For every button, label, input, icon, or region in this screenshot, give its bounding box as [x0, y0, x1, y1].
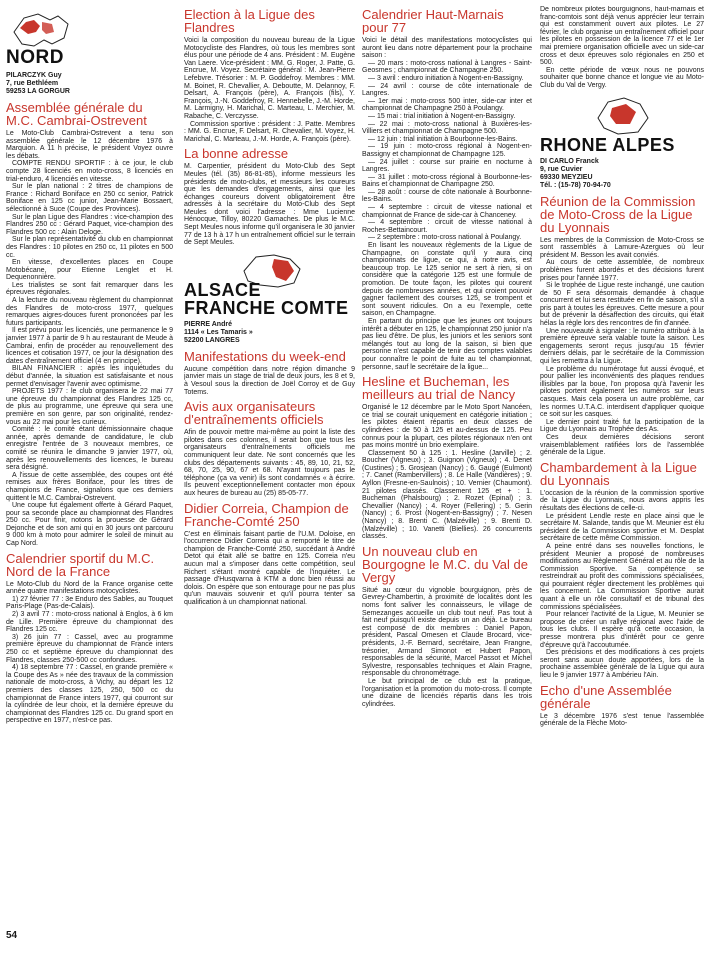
region-name-alsace-line1: ALSACE: [184, 279, 262, 300]
article-paragraph: Le dernier point traité fut la participation de la Ligue du Lyonnais au Trophée des As.: [540, 418, 704, 434]
article-paragraph: — 12 juin : trial initiation à Bourbonne-les-Bains.: [368, 135, 518, 143]
article: [6, 552, 173, 725]
article-paragraph: A la lecture du nouveau règlement du championnat des Flandres de moto-cross 1977, quelques remarques aigres-douces furent prononcées par les futurs participants.: [6, 297, 173, 327]
article-paragraph: Le Moto-Club Cambrai-Ostrevent a tenu son assemblée générale le 12 décembre 1976 à Marquion. A 11 h précise, le président Voyez ouvre les débats.: [6, 130, 173, 160]
article-title: Echo d'une Assemblée générale: [540, 682, 672, 711]
article-paragraph: Le Moto-Club du Nord de la France organise cette année quatre manifestations motocyclistes.: [6, 580, 173, 596]
correspondent-line: 9, rue Cuvier: [540, 165, 583, 173]
page-number: 54: [6, 930, 18, 941]
article-paragraph: — 22 mai : moto-cross national à Buxières-les-Villiers et championnat de Champagne 500.: [362, 120, 532, 136]
article-title: Manifestations du week-end: [184, 348, 346, 364]
article: [540, 195, 704, 457]
article: [184, 502, 355, 607]
articles-col2-bottom: [184, 350, 355, 607]
article-title: Calendrier Haut-Marnais pour 77: [362, 7, 504, 35]
article-paragraph: Le problème du numérotage fut aussi évoqué, et pour pallier les inconvénients des plaques rendues illisibles par la boue, l'on proposa qu'à l'avenir les pilotes portent également les numéros sur leurs casques. Mais cela posera un autre problème, car les normes U.T.A.C. interdisent d'appliquer quoique ce soit sur les casques.: [540, 365, 704, 419]
article-paragraph: COMPTE RENDU SPORTIF : à ce jour, le club compte 28 licenciés en moto-cross, 8 licenciés en trial-enduro, 4 licenciés en vitesse.: [6, 160, 173, 183]
article-title: Hesline et Bucheman, les meilleurs au trial de Nancy: [362, 374, 516, 403]
article-title: Assemblée générale du M.C. Cambrai-Ostrevent: [6, 100, 147, 128]
article: [184, 350, 355, 396]
correspondent-line: 59253 LA GORGUR: [6, 88, 70, 95]
article-paragraph: Le but principal de ce club est la pratique, l'organisation et la promotion du moto-cross. Il compte une dizaine de licenciés répartis dans les trois cylindrées.: [362, 677, 532, 708]
article: [6, 101, 173, 548]
region-name-rhone: RHONE ALPES: [540, 134, 675, 155]
article-title: Réunion de la Commission de Moto-Cross de la Ligue du Lyonnais: [540, 193, 696, 235]
article-paragraph: — 24 juillet : course sur prairie en nocturne à Langres.: [362, 158, 532, 174]
article-paragraph: Aucune compétition dans notre région dimanche 9 janvier mais un stage de trial de deux jours, les 8 et 9, à Vesoul sous la direction de Joël Corroy et de Guy Totems.: [184, 365, 355, 396]
article-paragraph: — 15 mai : trial initiation à Nogent-en-Bassigny.: [368, 112, 516, 120]
article: [184, 400, 355, 497]
article-paragraph: A peine entré dans ses nouvelles fonctions, le président Meunier a proposé de nombreuses modifications au Règlement Général et au rôle de la Commission Sportive. Sa compétence se restreindrait au profit des commissions spécialisées, qui pourraient régler directement les problèmes qui les concernent. La Commission Sportive aurait quant à elle un rôle consultatif et de tribunal des commissions spécialisées.: [540, 542, 704, 611]
article-paragraph: Voici la composition du nouveau bureau de la Ligue Motocycliste des Flandres, où tous les membres sont élus pour une période de 4 ans. Président : M. Eugène Van Laere. Vice-président : MM. G. Roger, J. Patte, G. Encrue, M. Voyez. Secrétaire général : M. Jean-Pierre Lefebvre. Trésorier : M. P. Goddefroy. Membres : MM. M. Boinet, R. Chevallier, A. Deboutte, M. Delannoy, F. Delsart, A. François (père), A. François (fils), Y. François, J.-N. Goddefroy, R. Hennebelle, J.-M. Horde, M. Larmigny, H. Marichal, C. Marteau, L. Merchier, M. Rabache, C. Verczysse.: [184, 37, 355, 120]
article: [362, 375, 532, 541]
article-paragraph: Ces deux dernières décisions seront vraisemblablement ratifiées lors de l'assemblée générale de la Ligue.: [540, 433, 704, 457]
article-paragraph: Des précisions et des modifications à ces projets seront sans aucun doute apportées, lors de la prochaine assemblée générale de la Ligue qui aura lieu le 9 janvier 1977 à Ambérieu l'Ain.: [540, 649, 704, 679]
article-paragraph: — 3 avril : enduro initiation à Nogent-en-Bassigny.: [368, 74, 524, 82]
article: [540, 461, 704, 680]
article-paragraph: PROJETS 1977 : le club organisera le 22 mai 77 une épreuve du championnat des Flandres 125 cc, de plus au programme, une épreuve qui sera une première en son genre, par son originalité, rendez-vous au 22 mai pour les curieux.: [6, 388, 173, 426]
article-paragraph: De nombreux pilotes bourguignons, haut-marnais et franc-comtois sont déjà venus apprécier leur terrain qui est constamment ouvert aux pilotes. Le 27 février, le club organise un entraînement officiel pour les pilotes en possession de la licence 77 et le 1er mai premiere organisation officielle avec un side-car cross et deux épreuves solo régionales en 250 et 500.: [540, 6, 704, 67]
correspondent-line: PILARCZYK Guy: [6, 72, 62, 79]
article-paragraph: 1) 27 février 77 : 3e Enduro des Sables, au Touquet Paris-Plage (Pas-de-Calais).: [6, 595, 173, 611]
article-paragraph: Le 3 décembre 1976 s'est tenue l'assemblée générale de la Flèche Moto-: [540, 712, 704, 728]
article-paragraph: Une coupe fut également offerte à Gérard Paquet, pour sa seconde place au championnat des Flandres 250 cc. Pour finir, notons la prouesse de Gérard Dejonche et de son ami qui en 30 jours ont parcouru 9 000 km à moto pour admirer le soleil de minuit au Cap Nord.: [6, 502, 173, 548]
region-logo-alsace: [184, 251, 355, 319]
article-paragraph: Organisé le 12 décembre par le Moto Sport Nancéen, ce trial se courait uniquement en catégorie initiation ; les pilotes étaient répartis en deux classes de cylindrées : de 50 à 125 et au-dessus de 125. Peu connus pour la plupart, ces pilotes régionaux n'en ont pas moins montré un brio exemplaire.: [362, 404, 532, 450]
article-paragraph: L'occasion de la réunion de la commission sportive de la Ligue du Lyonnais, nous avons appris les résultats des élections de celle-ci.: [540, 489, 704, 512]
articles-col2-top: [184, 8, 355, 247]
article-paragraph: — 1er mai : moto-cross 500 inter, side-car inter et championnat de Champagne 250 à Poulangy.: [362, 97, 532, 113]
correspondent-nord: [6, 72, 173, 96]
article-paragraph: En partant du principe que les jeunes ont toujours intérêt a débuter en 125, le championnat 250 junior n'a pas lieu d'être. De plus, les juniors et les seniors sont mélangés tout au long de la saison, si bien que personne n'est capable de tenir des comptes valables pour connaître le point de fuite au tel championnat, personne, sauf le secrétaire de la ligue...: [362, 317, 532, 371]
article-paragraph: Pour relancer l'activité de la Ligue, M. Meunier se propose de créer un rallye régional avec l'aide de tous les clubs. Il espère qu'à cette occasion, la presse montrera plus d'intérêt pour ce genre d'épreuve qu'à l'accoutumée.: [540, 611, 704, 649]
article-paragraph: — 19 juin : moto-cross régional à Nogent-en-Bassigny et championnat de Champagne 125.: [362, 143, 532, 158]
article-paragraph: Une nouveauté à signaler : le numéro attribué à la première épreuve sera valable toute la saison. Les engagements seront reçus jusqu'au 15 février derniers délais, par le secrétaire de la Commission qui les remettra à la Ligue.: [540, 327, 704, 366]
article-paragraph: — 28 août : course de côte nationale à Bourbonne-les-Bains.: [362, 188, 532, 204]
article-paragraph: — 24 avril : course de côte internationale de Langres.: [362, 82, 532, 98]
article-paragraph: Situé au cœur du vignoble bourguignon, près de Gevrey-Chambertin, à proximité de localités dont les noms font saliver les connaisseurs, le village de Semezanges accueille un club tout neuf. Pas tout à fait neuf puisqu'il existe depuis un an déjà. Le bureau est composé de dix membres : Daniel Papon, président, Pascal Omesen et Claude Brocard, vice-présidents, J.-F. Bernard, secrétaire, Jean Frangne, trésorier, Armand Simonot et Hubert Papon, responsables de la sécurité, Marcel Passot et Michel Sylvestre, responsables techniques et Alain Fragne, responsable du chronométrage.: [362, 586, 532, 678]
article-paragraph: 2) 3 avril 77 : moto-cross national à Englos, à 6 km de Lille. Première épreuve du championnat des Flandres 125 cc.: [6, 611, 173, 634]
articles-col1: [6, 101, 173, 725]
article-paragraph: Commission sportive : président : J. Patte. Membres : MM. G. Encrue, F. Delsart, R. Chevalier, M. Voyez, H. Marichal, C. Marteau, J.-M. Horde, A. François (père).: [184, 120, 355, 143]
article-paragraph: Sur le plan national : 2 titres de champions de France : Richard Boniface en 250 cc senior, Patrick Boniface en 125 cc junior, Jean-Marie Bossaert, sélectionné à Suce (Coupe des Provinces).: [6, 183, 173, 213]
article-paragraph: C'est en éliminais faisant partie de l'U.M. Doloise, en l'occurrence Didier Correia qui a remporté le titre de champion de Franche-Comté 250, succédant à André Detot qui était allé se battre en 125. Correia n'eu aucun mal a s'imposer dans cette compétition, seul Richert s'étant montré capable de l'inquiéter. Le passage d'Husqvarna à KTM a donc bien réussi au dolois. On espère que son entourage pour ne pas plus qu'un mauvais souvenir et qu'il pourra tenter sa qualification à un championnat national.: [184, 530, 355, 606]
article-paragraph: — 31 juillet : moto-cross régional à Bourbonne-les-Bains et championnat de Champagne 250.: [362, 173, 532, 189]
column-3: [362, 6, 532, 961]
article-paragraph: Afin de pouvoir mettre mai-même au point la liste des pilotes dans ces colonnes, il serait bon que tous les organisateurs d'entraînements officiels me communiquent leur date. Ne sont concernés que les clubs des départements suivants : 45, 89, 10, 21, 52, 68, 70, 25, 90, 67 et 68. N'ayant toujours pas le téléphone (ça va venir) ils sont condamnés « à écrire. Ils peuvent exceptionnellement contacter mon époux aux heures de bureau au (25) 85-05-77.: [184, 429, 355, 497]
article-paragraph: 4) 18 septembre 77 : Cassel, en grande première « la Coupe des As » née des travaux de la commission nationale de moto-cross, à Vichy, au départ les 12 premiers des classes 125, 250, 500 cc du championnat de France inters 1977, qui courront sur la cylindrée de leur choix, et la dernière épreuve du championnat des Flandres 125 cc. Du grand sport en perspective en 1977, n'est-ce pas.: [6, 664, 173, 725]
article: [540, 684, 704, 728]
article-paragraph: En cette période de vœux nous ne pouvons souhaiter que bonne chance et longue vie au Moto-Club du Val de Vergy.: [540, 66, 704, 89]
articles-col4-top: [540, 6, 704, 90]
correspondent-line: 52200 LANGRES: [184, 336, 240, 344]
article: [362, 8, 532, 371]
column-4: [540, 6, 704, 961]
articles-col3: [362, 8, 532, 708]
article-paragraph: Comité : le comité étant démissionnaire chaque année, après demande de candidature, le club enregistre l'entrée de 3 nouveaux membres, ce comité se réunira le dimanche 9 janvier 1977, où, après les renouvellements des licences, le bureau sera désigné.: [6, 426, 173, 472]
article: [362, 545, 532, 709]
correspondent-alsace: [184, 321, 355, 345]
article-paragraph: BILAN FINANCIER : après les inquiétudes du début d'année, la situation est satisfaisante et nous permet d'envisager l'avenir avec optimisme.: [6, 365, 173, 388]
article-paragraph: En lisant les nouveaux règlements de la Ligue de Champagne, on constate qu'il y aura cinq championnats de ligue, ce qui, à notre avis, est beaucoup trop. Le 125 senior ne sert à rien, si on considère que la catégorie 125 est une formule de promotion. De toute façon, les pilotes qui courent depuis de nombreuses années, et qui croient pouvoir gagner facilement des courses 125, se trompent et sont souvent ridicules. On a eu l'exemple, cette saison, en Champagne.: [362, 242, 532, 318]
column-2: [184, 6, 355, 961]
article-paragraph: Sur le plan représentativité du club en championnat des Flandres : 10 pilotes en 250 cc, 11 pilotes en 500 cc.: [6, 236, 173, 259]
correspondent-line: Tél. : (15-78) 70-94-70: [540, 181, 611, 189]
article-title: Calendrier sportif du M.C. Nord de la France: [6, 550, 155, 579]
region-logo-nord: [6, 10, 173, 70]
article-title: Didier Correia, Champion de Franche-Comté 250: [184, 500, 349, 529]
article-title: Un nouveau club en Bourgogne le M.C. du Val de Vergy: [362, 543, 528, 585]
column-1: [6, 6, 173, 961]
article-paragraph: Le président Lendle reste en place ainsi que le secrétaire M. Salande, tandis que M. Meunier est élu président de la Commission sportive et M. Desplat secrétaire de cette même Commission.: [540, 512, 704, 543]
article-paragraph: — 4 septembre : circuit de vitesse national à Roches-Bettaincourt.: [362, 219, 532, 234]
article-title: Avis aux organisateurs d'entraînements officiels: [184, 399, 324, 428]
article-title: La bonne adresse: [184, 146, 289, 162]
correspondent-rhone: [540, 158, 704, 190]
article-paragraph: M. Carpentier, président du Moto-Club des Sept Meules (tél. (35) 86-81-85), informe messieurs les présidents de moto-clubs, et messieurs les coureurs que les demandes d'engagements, ainsi que les échanges coureurs doivent obligatoirement être adressés à la secrétaire du Moto-Club des Sept Meules dont voici l'adresse : Mme Lucienne Hénocque, Tilloy, 80220 Gamaches. De plus le M.C. Sept Meules nous informe qu'il organisera le 30 janvier 77 de 13 h à 17 h un entraînement officiel sur le terrain de Sept Meules.: [184, 163, 355, 247]
article-paragraph: Voici le détail des manifestations motocyclistes qui auront lieu dans notre département pour la prochaine saison :: [362, 37, 532, 60]
article-title: Election à la Ligue des Flandres: [184, 7, 315, 35]
articles-col4-bottom: [540, 195, 704, 728]
region-name-nord: NORD: [6, 47, 64, 68]
article-paragraph: Au cours de cette assemblée, de nombreux problèmes furent abordés et des décisions furent prises pour l'année 1977.: [540, 259, 704, 282]
article-paragraph: En vitesse, d'excellentes places en Coupe Motobécane, pour Etienne Lenglet et H. Dequenonnière.: [6, 259, 173, 282]
correspondent-line: DI CARLO Franck: [540, 157, 599, 165]
article: [184, 8, 355, 143]
article-paragraph: Classement 50 à 125 : 1. Hesline (Jarville) ; 2. Boucher (Vigneux) ; 3. Guignon (Vigneux) ; 4. Denet (Custines) ; 5. Grosjean (Nancy) ; 6. Gaugé (Eulmont) ; 7. Canet (Rambervillers) ; 8. Le Halle (Vandières) ; 9. Ayllon (Fresne-en-Saulnois) ; 10. Vernier (Chaumont). 21 pilotes classés. Classement 125 et + : 1. Bucheman (Phalsbourg) ; 2. Rozet (Epinal) ; 3. Chevallier (Nancy) ; 4. Royer (Fellering) ; 5. Gerin (Nancy) ; 6. Prost (Nogent-en-Bassigny) ; 7. Nesen (Nancy) ; 8. Brenti C. (Malzéville) ; 9. Brenti D. (Malzéville) ; 10. Vanetti (Biellies). 26 concurrents classés.: [362, 449, 532, 541]
article-title: Chambardement à la Ligue du Lyonnais: [540, 459, 697, 488]
region-name-alsace-line2: FRANCHE COMTE: [184, 297, 349, 318]
article-paragraph: A l'issue de cette assemblée, des coupes ont été remises aux frères Boniface, pour les titres de champions de France, signalons que ces derniers quittent le M.C. Cambrai-Ostrevent.: [6, 471, 173, 502]
article: [184, 147, 355, 247]
article-paragraph: Si le trophée de Ligue reste inchangé, une caution de 50 F sera désormais demandée à chaque concurrent et lui sera restituée en fin de saison, s'il a pris part à toutes les épreuves. Cette mesure a pour but de prévenir la désaffection des circuits, qui était hélas la règle lors des rencontres de fin d'année.: [540, 282, 704, 328]
correspondent-line: 7, rue Bethléem: [6, 80, 59, 87]
correspondent-line: 1114 « Les Tamaris »: [184, 328, 253, 336]
article-paragraph: Il est prévu pour les licenciés, une permanence le 9 janvier 1977 à partir de 9 h au restaurant de Meude à Cambrai, enfin de procéder au renouvellement des licences et cotisation 1977, ce jour la désignation des dates d'entraînement officiel (4 en principe).: [6, 327, 173, 365]
correspondent-line: 69330 MEYZIEU: [540, 173, 593, 181]
article-paragraph: — 20 mars : moto-cross national à Langres - Saint-Geosmes ; championnat de Champagne 250.: [362, 59, 532, 75]
correspondent-line: PIERRE André: [184, 320, 232, 328]
article-paragraph: Les trialistes se sont fait remarquer dans les épreuves régionales.: [6, 281, 173, 297]
article-paragraph: — 4 septembre : circuit de vitesse national et championnat de France de side-car à Chanceney.: [362, 204, 532, 219]
article-paragraph: — 2 septembre : moto-cross national à Poulangy.: [368, 234, 522, 242]
article-paragraph: Sur le plan Ligue des Flandres : vice-champion des Flandres 250 cc : Gérard Paquet, vice-champion des Flandres 500 cc : Alain Deloge.: [6, 213, 173, 236]
article-paragraph: 3) 26 juin 77 : Cassel, avec au programme première épreuve du championnat de France inters 250 cc et septième épreuve du championnat des Flandres, classes 250-500 cc confondues.: [6, 633, 173, 664]
article-paragraph: Les membres de la Commission de Moto-Cross se sont rassemblés à Lamure-Azergues où leur président M. Besson les avait conviés.: [540, 236, 704, 259]
region-logo-rhone: [540, 94, 704, 156]
article: [540, 6, 704, 90]
